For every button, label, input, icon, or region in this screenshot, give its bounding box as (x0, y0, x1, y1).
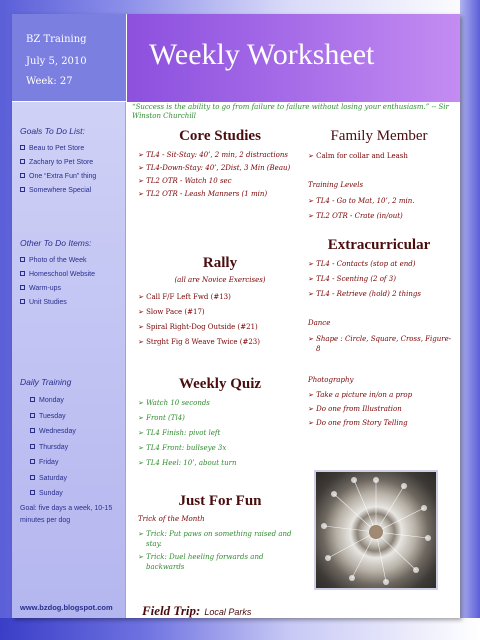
list-item: ➢ Trick: Duel heeling forwards and backwards (138, 553, 264, 571)
worksheet-page (12, 14, 460, 618)
list-item: ➢ TL4 - Scenting (2 of 3) (308, 275, 396, 283)
list-item: ➢ TL2 OTR - Watch 10 sec (138, 177, 232, 185)
checkbox-icon (20, 285, 25, 290)
list-item: Warm-ups (20, 282, 95, 296)
family-member-heading: Family Member (330, 128, 428, 144)
list-item: Unit Studies (20, 296, 95, 310)
field-trip-value: Local Parks (204, 607, 252, 617)
arrow-bullet-icon: ➢ (308, 212, 317, 220)
org-name: BZ Training (26, 34, 87, 45)
arrow-bullet-icon: ➢ (308, 335, 317, 343)
arrow-bullet-icon: ➢ (138, 308, 147, 316)
arrow-bullet-icon: ➢ (308, 290, 317, 298)
list-item: ➢ TL4 - Contacts (stop at end) (308, 260, 416, 268)
list-item: ➢ Call F/F Left Fwd (#13) (138, 293, 231, 301)
dance-subheading: Dance (308, 319, 331, 327)
arrow-bullet-icon: ➢ (308, 275, 317, 283)
other-list (20, 254, 95, 310)
core-studies-heading: Core Studies (179, 128, 261, 144)
checkbox-icon (20, 173, 25, 178)
training-goal-note: Goal: five days a week, 10-15 minutes per dog (20, 505, 113, 524)
family-member-list (308, 151, 454, 164)
arrow-bullet-icon: ➢ (138, 177, 147, 185)
arrow-bullet-icon: ➢ (308, 260, 317, 268)
list-item: Beau to Pet Store (20, 142, 96, 156)
list-item: Somewhere Special (20, 184, 96, 198)
arrow-bullet-icon: ➢ (308, 419, 317, 427)
list-item: ➢ Shape : Circle, Square, Cross, Figure-8 (308, 335, 452, 353)
photography-list (308, 390, 454, 432)
list-item: Wednesday (30, 424, 76, 440)
worksheet-date: July 5, 2010 (26, 56, 87, 67)
checkbox-icon (30, 413, 35, 418)
arrow-bullet-icon: ➢ (308, 405, 317, 413)
list-item: ➢ TL4 Front: bullseye 3x (138, 444, 227, 452)
list-item: ➢ Slow Pace (#17) (138, 308, 205, 316)
arrow-bullet-icon: ➢ (138, 444, 147, 452)
list-item: Photo of the Week (20, 254, 95, 268)
field-trip (142, 600, 251, 619)
arrow-bullet-icon: ➢ (138, 553, 147, 561)
list-item: ➢ Strght Fig 8 Weave Twice (#23) (138, 338, 260, 346)
list-item: ➢ TL4 Heel: 10’, about turn (138, 459, 237, 467)
list-item: ➢ TL4 Finish: pivot left (138, 429, 221, 437)
arrow-bullet-icon: ➢ (138, 530, 147, 538)
background-right-band (460, 0, 480, 640)
arrow-bullet-icon: ➢ (138, 190, 147, 198)
checkbox-icon (20, 159, 25, 164)
list-item: Zachary to Pet Store (20, 156, 96, 170)
arrow-bullet-icon: ➢ (138, 414, 147, 422)
list-item: ➢ TL4 - Go to Mat, 10’, 2 min. (308, 197, 415, 205)
list-item: Saturday (30, 471, 76, 487)
daily-training-heading: Daily Training (20, 377, 72, 387)
checkbox-icon (20, 257, 25, 262)
arrow-bullet-icon: ➢ (138, 429, 147, 437)
other-heading: Other To Do Items: (20, 238, 92, 248)
title-bar (126, 14, 460, 102)
arrow-bullet-icon: ➢ (138, 151, 147, 159)
training-levels-list (308, 196, 454, 226)
checkbox-icon (30, 475, 35, 480)
background-bottom-band (0, 618, 480, 640)
weekly-quiz-list (138, 398, 308, 473)
list-item: Homeschool Website (20, 268, 95, 282)
arrow-bullet-icon: ➢ (138, 293, 147, 301)
rally-list (138, 292, 308, 352)
photography-subheading: Photography (308, 376, 354, 384)
quote: “Success is the ability to go from failure to failure without losing your enthusiasm.” -- Sir Winston Churchill (132, 103, 449, 120)
list-item: ➢ TL4 - Sit-Stay: 40’, 2 min, 2 distractions (138, 151, 288, 159)
list-item: ➢ TL2 OTR - Leash Manners (1 min) (138, 190, 268, 198)
list-item: ➢ Calm for collar and Leash (308, 152, 408, 160)
list-item: Tuesday (30, 409, 76, 425)
sidebar-header (12, 14, 126, 102)
core-studies-list (138, 150, 302, 202)
list-item: ➢ TL4-Down-Stay: 40’, 2Dist, 3 Min (Beau) (138, 164, 291, 172)
arrow-bullet-icon: ➢ (138, 164, 147, 172)
dandelion-photo (314, 470, 438, 590)
just-for-fun-list (138, 529, 302, 575)
weekly-quiz-heading: Weekly Quiz (178, 376, 262, 392)
list-item: ➢ Front (Tl4) (138, 414, 185, 422)
field-trip-label: Field Trip: (142, 603, 201, 618)
checkbox-icon (30, 428, 35, 433)
extracurricular-list (308, 259, 454, 304)
page-title: Weekly Worksheet (149, 38, 375, 71)
list-item: Sunday (30, 486, 76, 502)
checkbox-icon (20, 145, 25, 150)
list-item: ➢ Spiral Right-Dog Outside (#21) (138, 323, 258, 331)
checkbox-icon (20, 271, 25, 276)
checkbox-icon (30, 490, 35, 495)
list-item: ➢ Do one from Illustration (308, 405, 402, 413)
sidebar (12, 14, 126, 618)
checkbox-icon (20, 299, 25, 304)
arrow-bullet-icon: ➢ (138, 459, 147, 467)
goals-heading: Goals To Do List: (20, 126, 85, 136)
list-item: Friday (30, 455, 76, 471)
arrow-bullet-icon: ➢ (308, 152, 317, 160)
list-item: ➢ Watch 10 seconds (138, 399, 210, 407)
list-item: One “Extra Fun” thing (20, 170, 96, 184)
list-item: Monday (30, 393, 76, 409)
checkbox-icon (30, 459, 35, 464)
dance-list (308, 334, 454, 357)
daily-training-list (30, 393, 76, 502)
extracurricular-heading: Extracurricular (327, 237, 431, 253)
arrow-bullet-icon: ➢ (138, 338, 147, 346)
goals-list (20, 142, 96, 198)
checkbox-icon (30, 444, 35, 449)
training-levels-subheading: Training Levels (308, 181, 364, 189)
checkbox-icon (20, 187, 25, 192)
list-item: Thursday (30, 440, 76, 456)
checkbox-icon (30, 397, 35, 402)
blog-url[interactable]: www.bzdog.blogspot.com (20, 603, 113, 612)
trick-of-month-subheading: Trick of the Month (138, 515, 205, 523)
arrow-bullet-icon: ➢ (138, 399, 147, 407)
rally-subheading: (all are Novice Exercises) (174, 276, 266, 284)
arrow-bullet-icon: ➢ (138, 323, 147, 331)
list-item: ➢ Do one from Story Telling (308, 419, 408, 427)
dandelion-seeds-overlay (316, 472, 436, 588)
list-item: ➢ TL2 OTR - Crate (in/out) (308, 212, 403, 220)
just-for-fun-heading: Just For Fun (178, 493, 262, 509)
arrow-bullet-icon: ➢ (308, 391, 317, 399)
rally-heading: Rally (202, 255, 238, 271)
list-item: ➢ Trick: Put paws on something raised and stay. (138, 530, 292, 548)
week-number: Week: 27 (26, 76, 73, 87)
list-item: ➢ TL4 - Retrieve (hold) 2 things (308, 290, 421, 298)
list-item: ➢ Take a picture in/on a prop (308, 391, 413, 399)
arrow-bullet-icon: ➢ (308, 197, 317, 205)
